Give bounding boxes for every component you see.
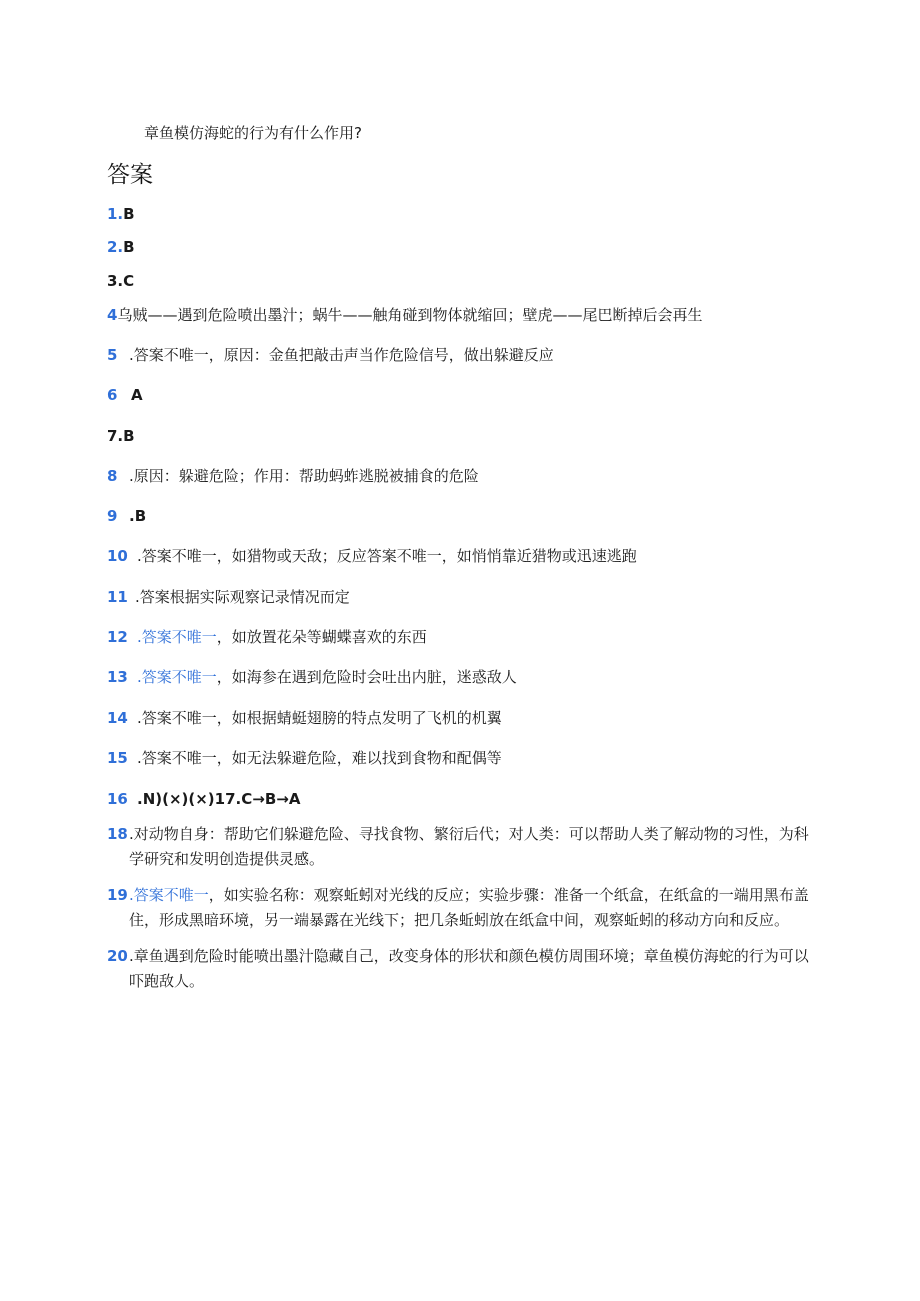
answer-text: .B bbox=[129, 507, 147, 525]
answer-number: 3. bbox=[107, 272, 124, 290]
answer-number: 6 bbox=[107, 386, 118, 404]
answer-number: 11 bbox=[107, 588, 128, 606]
answer-text-highlight: .答案不唯一 bbox=[129, 886, 209, 904]
answer-text: .原因：躲避危险；作用：帮助蚂蚱逃脱被捕食的危险 bbox=[129, 467, 479, 485]
answer-14 bbox=[107, 708, 502, 728]
answer-text: 乌贼——遇到危险喷出墨汁；蜗牛——触角碰到物体就缩回；壁虎——尾巴断掉后会再生 bbox=[117, 306, 703, 324]
answer-8 bbox=[107, 466, 479, 486]
answer-text: B bbox=[123, 205, 135, 223]
answer-text: ，如放置花朵等蝴蝶喜欢的东西 bbox=[216, 628, 427, 646]
answer-11 bbox=[107, 587, 350, 607]
answer-number: 12 bbox=[107, 628, 128, 646]
answer-13 bbox=[107, 667, 517, 687]
answer-text: .答案不唯一，如无法躲避危险，难以找到食物和配偶等 bbox=[137, 749, 502, 767]
answer-number: 16 bbox=[107, 790, 128, 808]
answer-text-highlight: .答案不唯一 bbox=[137, 628, 217, 646]
answer-number: 20 bbox=[107, 947, 128, 965]
answer-text: .答案不唯一，如猎物或天敌；反应答案不唯一，如悄悄靠近猎物或迅速逃跑 bbox=[137, 547, 637, 565]
answer-number: 2. bbox=[107, 238, 124, 256]
answer-1 bbox=[107, 204, 135, 224]
answer-16 bbox=[107, 789, 300, 809]
answer-text: ，如海参在遇到危险时会吐出内脏，迷惑敌人 bbox=[216, 668, 517, 686]
answer-number: 19 bbox=[107, 886, 128, 904]
answer-text: B bbox=[123, 238, 135, 256]
answer-3 bbox=[107, 271, 134, 291]
answer-number: 4 bbox=[107, 306, 118, 324]
answer-6 bbox=[107, 385, 143, 405]
answer-number: 8 bbox=[107, 467, 118, 485]
answer-number: 1. bbox=[107, 205, 124, 223]
answer-text-highlight: .答案不唯一 bbox=[137, 668, 217, 686]
answer-15 bbox=[107, 748, 502, 768]
answers-heading: 答案 bbox=[107, 162, 153, 188]
answer-number: 15 bbox=[107, 749, 128, 767]
answer-text: B bbox=[123, 427, 135, 445]
answer-number: 5 bbox=[107, 346, 118, 364]
answer-text: .章鱼遇到危险时能喷出墨汁隐藏自己，改变身体的形状和颜色模仿周围环境；章鱼模仿海蛇的行为可以吓跑敌人。 bbox=[129, 947, 809, 990]
answer-text: .对动物自身：帮助它们躲避危险、寻找食物、繁衍后代；对人类：可以帮助人类了解动物的习性，为科学研究和发明创造提供灵感。 bbox=[129, 825, 809, 868]
answer-number: 18 bbox=[107, 825, 128, 843]
answer-9 bbox=[107, 506, 146, 526]
answer-7 bbox=[107, 426, 135, 446]
answer-number: 10 bbox=[107, 547, 128, 565]
answer-text: .答案不唯一，原因：金鱼把敲击声当作危险信号，做出躲避反应 bbox=[129, 346, 554, 364]
answer-text: .答案不唯一，如根据蜻蜓翅膀的特点发明了飞机的机翼 bbox=[137, 709, 502, 727]
answer-number: 9 bbox=[107, 507, 118, 525]
answer-text: A bbox=[131, 386, 143, 404]
answer-12 bbox=[107, 627, 427, 647]
answer-number: 14 bbox=[107, 709, 128, 727]
question-text: 章鱼模仿海蛇的行为有什么作用? bbox=[144, 124, 362, 142]
answer-number: 7. bbox=[107, 427, 124, 445]
answer-text: .答案根据实际观察记录情况而定 bbox=[135, 588, 350, 606]
answer-text: C bbox=[123, 272, 135, 290]
answer-text bbox=[129, 883, 817, 933]
answer-10 bbox=[107, 546, 637, 566]
answer-4 bbox=[107, 305, 702, 325]
answer-number: 13 bbox=[107, 668, 128, 686]
answer-text-rest: ，如实验名称：观察蚯蚓对光线的反应；实验步骤：准备一个纸盒，在纸盒的一端用黑布盖住，形成黑暗环境，另一端暴露在光线下；把几条蚯蚓放在纸盒中间，观察蚯蚓的移动方向和反应。 bbox=[129, 886, 809, 929]
answer-text: .N)(×)(×)17.C→B→A bbox=[137, 790, 301, 808]
answer-5 bbox=[107, 345, 554, 365]
answer-2 bbox=[107, 237, 135, 257]
